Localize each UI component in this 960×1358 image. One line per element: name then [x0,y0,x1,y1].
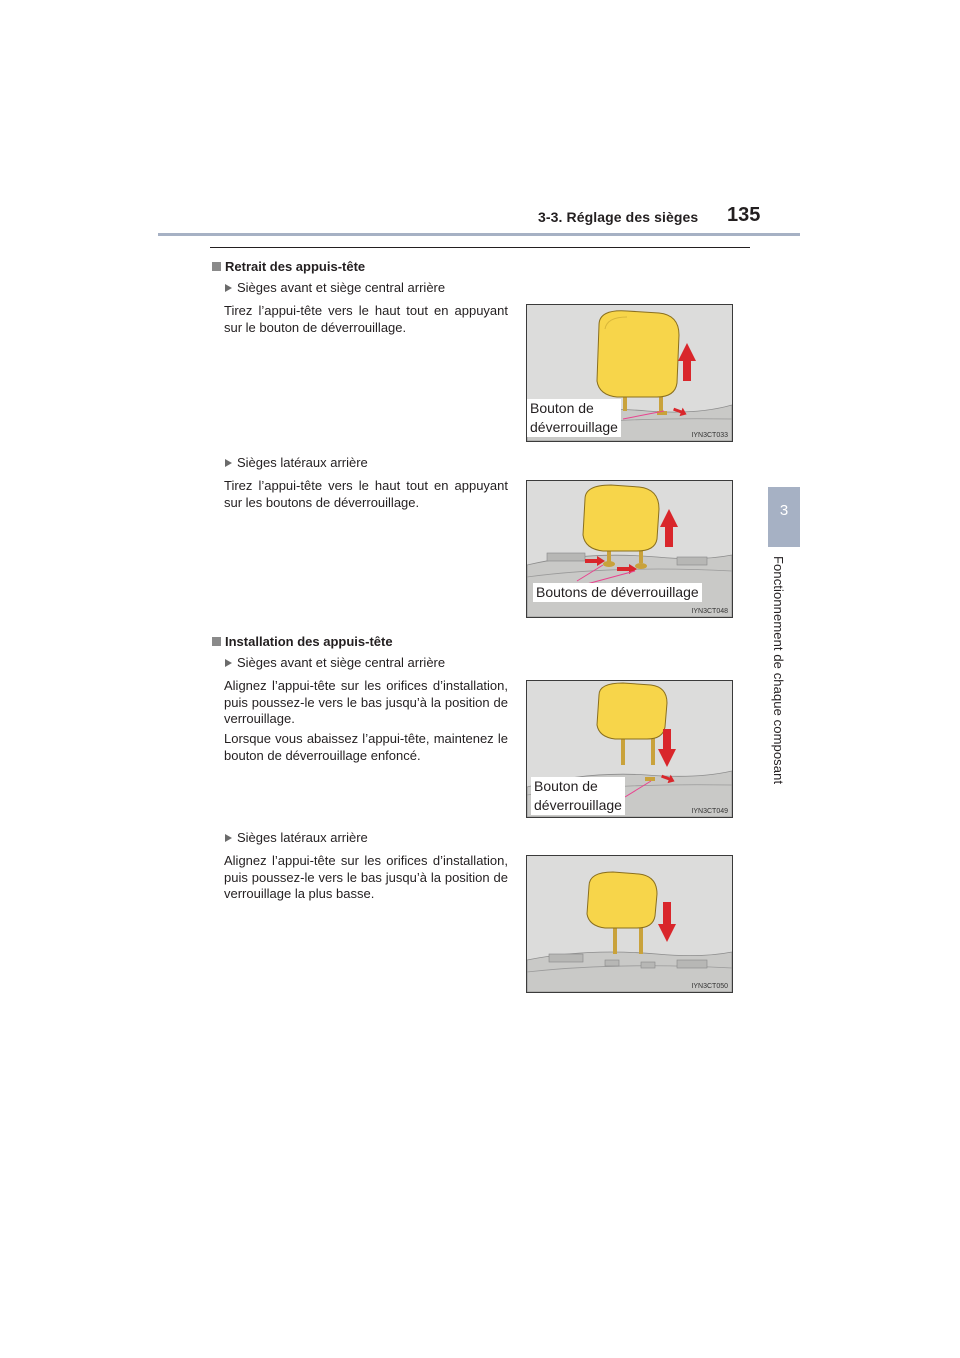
section-heading-installation: Installation des appuis-tête [212,634,393,649]
figure-remove-front [526,304,733,442]
instruction-paragraph: Tirez l’appui-tête vers le haut tout en appuyant sur le bouton de déverrouillage. [224,303,508,335]
content-rule [210,247,750,248]
figure-remove-rear-side [526,480,733,618]
instruction-paragraph: Alignez l’appui-tête sur les orifices d’installation, puis poussez-le vers le bas jusqu’à la position de verrouillage. [224,678,508,726]
triangle-bullet-icon [225,284,232,292]
instruction-paragraph: Lorsque vous abaissez l’appui-tête, maintenez le bouton de déverrouillage enfoncé. [224,731,508,763]
figure-code: IYN3CT049 [691,808,728,815]
figure-install-front [526,680,733,818]
figure-code: IYN3CT048 [691,608,728,615]
header-rule [158,233,800,236]
figure-code: IYN3CT050 [691,983,728,990]
subheading-rear-side: Sièges latéraux arrière [225,455,368,470]
instruction-paragraph: Alignez l’appui-tête sur les orifices d’installation, puis poussez-le vers le bas jusqu’à la position de verrouillage la plus basse. [224,853,508,901]
triangle-bullet-icon [225,834,232,842]
figure-code: IYN3CT033 [691,432,728,439]
square-bullet-icon [212,637,221,646]
triangle-bullet-icon [225,459,232,467]
release-button-callout: Bouton de déverrouillage [531,777,625,815]
subheading-rear-side: Sièges latéraux arrière [225,830,368,845]
subheading-front-center: Sièges avant et siège central arrière [225,280,445,295]
figure-install-rear-side [526,855,733,993]
instruction-paragraph: Tirez l’appui-tête vers le haut tout en appuyant sur les boutons de déverrouillage. [224,478,508,510]
section-title: 3-3. Réglage des sièges [538,209,699,225]
square-bullet-icon [212,262,221,271]
subheading-front-center: Sièges avant et siège central arrière [225,655,445,670]
release-buttons-callout: Boutons de déverrouillage [533,583,702,602]
headrest-illustration [527,856,732,992]
page-number: 135 [727,204,761,226]
release-button-callout: Bouton de déverrouillage [527,399,621,437]
chapter-label: Fonctionnement de chaque composant [771,556,786,785]
triangle-bullet-icon [225,659,232,667]
chapter-number: 3 [779,502,789,519]
section-heading-removal: Retrait des appuis-tête [212,259,365,274]
